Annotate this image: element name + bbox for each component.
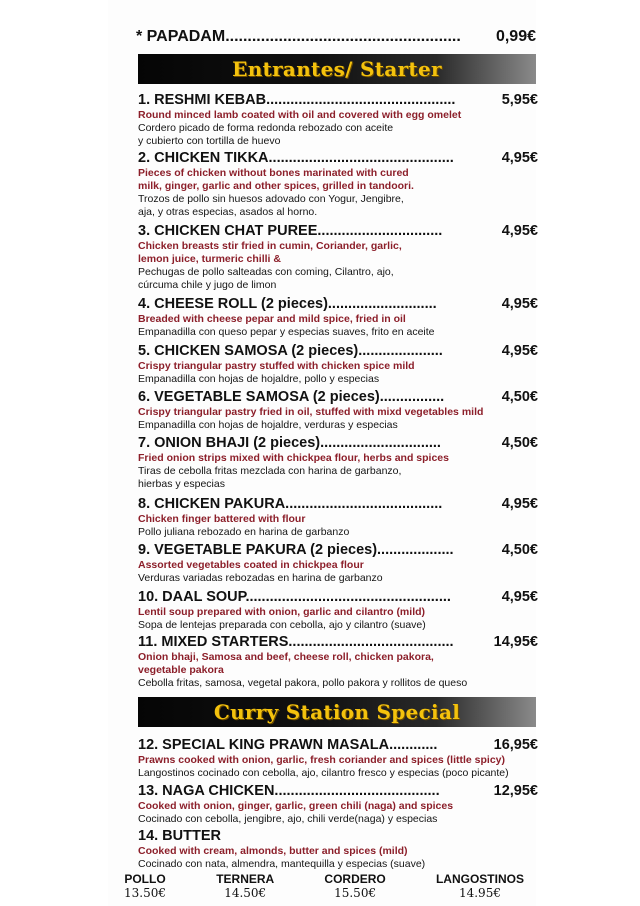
option-label: POLLO — [124, 872, 166, 886]
menu-item — [138, 223, 538, 292]
menu-item — [138, 343, 538, 386]
protein-price-options — [124, 872, 524, 900]
option-ternera — [216, 872, 274, 900]
section-title: Entrantes/ Starter — [232, 57, 442, 81]
item-name: 5. CHICKEN SAMOSA (2 pieces)..................... — [138, 343, 443, 359]
item-price: 4,50€ — [501, 435, 538, 451]
item-description-en: Crispy triangular pastry fried in oil, stuffed with mixd vegetables mild — [138, 406, 484, 418]
menu-item — [138, 435, 538, 491]
item-head — [138, 150, 538, 167]
item-price: 4,95€ — [501, 496, 538, 512]
item-name: 8. CHICKEN PAKURA....................................... — [138, 496, 443, 512]
papadam-price: 0,99€ — [495, 28, 536, 45]
item-description-es: Empanadilla con hojas de hojaldre, pollo y especias — [138, 373, 380, 385]
item-description-en: Chicken finger battered with flour — [138, 513, 306, 525]
item-name: 12. SPECIAL KING PRAWN MASALA............ — [138, 737, 438, 753]
option-price: 15.50€ — [334, 886, 377, 900]
menu-item — [138, 92, 538, 148]
option-label: TERNERA — [216, 872, 275, 886]
item-description-en: Lentil soup prepared with onion, garlic and cilantro (mild) — [138, 606, 426, 618]
item-name: 2. CHICKEN TIKKA.............................................. — [138, 150, 454, 166]
item-description-es: Langostinos cocinado con cebolla, ajo, cilantro fresco y especias (poco picante) — [138, 767, 509, 779]
menu-item — [138, 589, 538, 632]
option-price: 14.95€ — [458, 886, 501, 900]
section-banner-curry — [138, 697, 536, 727]
item-price: 4,95€ — [501, 343, 538, 359]
item-description-es: cúrcuma chile y jugo de limon — [138, 279, 277, 291]
item-price: 16,95€ — [493, 737, 538, 753]
menu-item — [138, 737, 538, 780]
item-description-es: aja, y otras especias, asados al horno. — [138, 206, 318, 218]
item-description-en: Cooked with onion, ginger, garlic, green chili (naga) and spices — [138, 800, 454, 812]
item-price: 4,95€ — [501, 150, 538, 166]
item-description-es: Cocinado con nata, almendra, mantequilla y especias (suave) — [138, 858, 426, 870]
menu-item — [138, 542, 538, 585]
item-description-es: Tiras de cebolla fritas mezclada con harina de garbanzo, — [138, 465, 402, 477]
item-head — [138, 296, 538, 313]
option-label: CORDERO — [324, 872, 386, 886]
item-head — [138, 223, 538, 240]
option-langostinos — [436, 872, 524, 900]
option-cordero — [324, 872, 385, 900]
item-description-en: Cooked with cream, almonds, butter and spices (mild) — [138, 845, 408, 857]
item-description-en: Round minced lamb coated with oil and covered with egg omelet — [138, 109, 462, 121]
item-price: 4,50€ — [501, 542, 538, 558]
item-description-es: Empanadilla con hojas de hojaldre, verduras y especias — [138, 419, 398, 431]
item-description-es: Pechugas de pollo salteadas con coming, Cilantro, ajo, — [138, 266, 394, 278]
item-description-es: Trozos de pollo sin huesos adovado con Yogur, Jengibre, — [138, 193, 404, 205]
item-head — [138, 634, 538, 651]
item-name: 13. NAGA CHICKEN......................................... — [138, 783, 440, 799]
menu-item — [138, 389, 538, 432]
item-price: 5,95€ — [501, 92, 538, 108]
item-price: 4,95€ — [501, 223, 538, 239]
menu-item — [138, 634, 538, 690]
item-description-en: Fried onion strips mixed with chickpea flour, herbs and spices — [138, 452, 449, 464]
item-description-es: hierbas y especias — [138, 478, 225, 490]
item-name: 9. VEGETABLE PAKURA (2 pieces)................... — [138, 542, 454, 558]
item-description-es: Cocinado con cebolla, jengibre, ajo, chili verde(naga) y especias — [138, 813, 438, 825]
menu-item — [138, 150, 538, 219]
item-head — [138, 542, 538, 559]
item-head — [138, 389, 538, 406]
item-description-es: Verduras variadas rebozadas en harina de garbanzo — [138, 572, 383, 584]
item-price: 4,50€ — [501, 389, 538, 405]
item-head — [138, 828, 538, 845]
item-description-es: y cubierto con tortilla de huevo — [138, 135, 281, 147]
option-price: 14.50€ — [224, 886, 267, 900]
item-description-en: milk, ginger, garlic and other spices, grilled in tandoori. — [138, 180, 414, 192]
item-price: 14,95€ — [493, 634, 538, 650]
menu-item — [138, 783, 538, 826]
item-description-es: Sopa de lentejas preparada con cebolla, ajo y cilantro (suave) — [138, 619, 426, 631]
item-price: 12,95€ — [493, 783, 538, 799]
item-description-en: Breaded with cheese pepar and mild spice, fried in oil — [138, 313, 406, 325]
menu-item — [138, 828, 538, 871]
section-title: Curry Station Special — [213, 700, 461, 724]
item-price: 4,95€ — [501, 589, 538, 605]
item-head — [138, 496, 538, 513]
item-head — [138, 435, 538, 452]
item-head — [138, 737, 538, 754]
item-name: 4. CHEESE ROLL (2 pieces)........................... — [138, 296, 437, 312]
item-head — [138, 92, 538, 109]
item-description-es: Cebolla fritas, samosa, vegetal pakora, pollo pakora y rollitos de queso — [138, 677, 468, 689]
item-name: 7. ONION BHAJI (2 pieces).............................. — [138, 435, 441, 451]
menu-item — [138, 296, 538, 339]
item-description-en: Chicken breasts stir fried in cumin, Coriander, garlic, — [138, 240, 402, 252]
item-description-en: Onion bhaji, Samosa and beef, cheese roll, chicken pakora, — [138, 651, 434, 663]
item-name: 11. MIXED STARTERS......................................... — [138, 634, 454, 650]
item-name: 6. VEGETABLE SAMOSA (2 pieces)................ — [138, 389, 445, 405]
item-head — [138, 343, 538, 360]
item-description-en: Crispy triangular pastry stuffed with chicken spice mild — [138, 360, 415, 372]
menu-page — [108, 0, 536, 906]
option-label: LANGOSTINOS — [435, 872, 524, 886]
item-name: 1. RESHMI KEBAB............................................... — [138, 92, 456, 108]
item-description-en: vegetable pakora — [138, 664, 224, 676]
option-price: 13.50€ — [124, 886, 166, 900]
item-description-en: lemon juice, turmeric chilli & — [138, 253, 281, 265]
item-description-es: Cordero picado de forma redonda rebozado con aceite — [138, 122, 394, 134]
papadam-line — [136, 28, 536, 46]
item-name: 10. DAAL SOUP................................................... — [138, 589, 451, 605]
option-pollo — [124, 872, 166, 900]
item-price: 4,95€ — [501, 296, 538, 312]
item-head — [138, 783, 538, 800]
item-description-en: Assorted vegetables coated in chickpea flour — [138, 559, 364, 571]
item-description-es: Empanadilla con queso pepar y especias suaves, frito en aceite — [138, 326, 435, 338]
item-description-en: Pieces of chicken without bones marinated with cured — [138, 167, 409, 179]
item-description-es: Pollo juliana rebozado en harina de garbanzo — [138, 526, 350, 538]
menu-item — [138, 496, 538, 539]
papadam-name: * PAPADAM..................................................... — [136, 28, 461, 45]
item-head — [138, 589, 538, 606]
item-name: 14. BUTTER — [138, 828, 221, 844]
section-banner-starter — [138, 54, 536, 84]
item-description-en: Prawns cooked with onion, garlic, fresh coriander and spices (little spicy) — [138, 754, 506, 766]
item-name: 3. CHICKEN CHAT PUREE............................... — [138, 223, 443, 239]
